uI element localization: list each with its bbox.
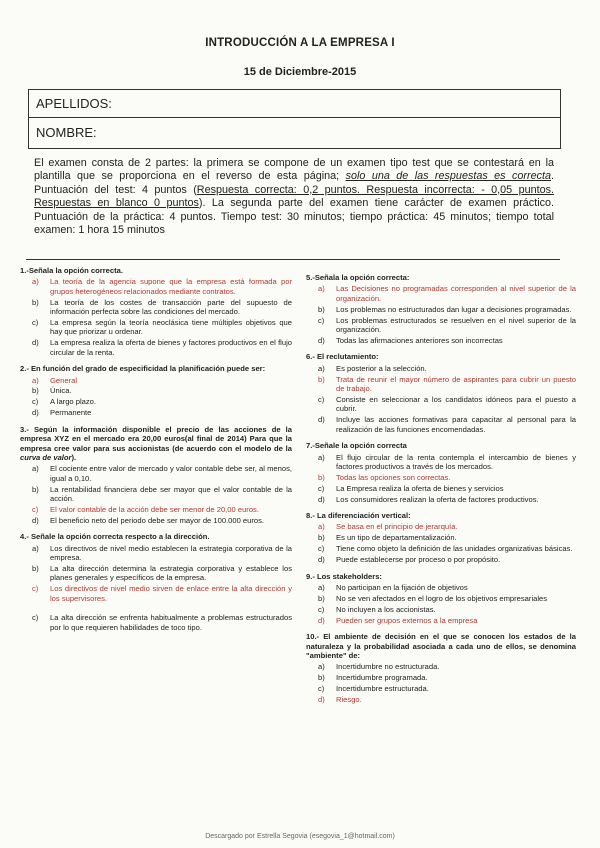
question-5 xyxy=(306,273,576,345)
option-item: d) Todas las afirmaciones anteriores son incorrectas xyxy=(318,335,503,345)
option-item: c) Tiene como objeto la definición de las unidades organizativas básicas. xyxy=(318,544,573,554)
question-header: 9.- Los stakeholders: xyxy=(306,571,382,581)
option-item: a) Se basa en el principio de jerarquía. xyxy=(318,522,458,532)
question-header: 2.- En función del grado de especificidad la planificación puede ser: xyxy=(20,364,266,374)
option-item: d) Pueden ser grupos externos a la empresa xyxy=(318,615,478,625)
question-4 xyxy=(20,532,292,632)
option-item: a) Las Decisiones no programadas corresponden al nivel superior de la organización. xyxy=(318,284,576,303)
option-item: b) Todas las opciones son correctas. xyxy=(318,472,451,482)
question-3 xyxy=(20,425,292,526)
exam-title: INTRODUCCIÓN A LA EMPRESA I xyxy=(205,37,395,49)
option-item: a) General xyxy=(32,375,78,385)
option-item: c) La Empresa realiza la oferta de bienes y servicios xyxy=(318,483,504,493)
option-item: d) El beneficio neto del periodo debe ser mayor de 100.000 euros. xyxy=(32,515,265,525)
option-item: d) Incluye las acciones formativas para capacitar al personal para la realización de las funciones encomendadas. xyxy=(318,415,576,434)
questions-right-column xyxy=(306,273,576,711)
option-item: a) Incertidumbre no estructurada. xyxy=(318,662,440,672)
question-header: 5.-Señala la opción correcta: xyxy=(306,273,410,282)
questions-left-column xyxy=(20,266,292,639)
option-item: b) La rentabilidad financiera debe ser mayor que el valor contable de la acción. xyxy=(32,484,292,504)
question-9 xyxy=(306,572,576,626)
section-divider xyxy=(26,259,560,260)
scoring-rules: Respuesta correcta: 0,2 puntos. Respuesta incorrecta: - 0,05 puntos. Respuestas en blanco 0 puntos xyxy=(34,183,554,210)
option-item: a) No participan en la fijación de objetivos xyxy=(318,582,468,592)
question-header: 1.-Señala la opción correcta. xyxy=(20,266,123,275)
option-item: d) Los consumidores realizan la oferta de factores productivos. xyxy=(318,494,539,504)
question-header: 3.- Según la información disponible el precio de las acciones de la empresa XYZ en el mercado era 20,00 euros(al final de 2014) Para que la empresa cree valor para sus accionistas (de acuerdo con el modelo de la curva de valor). xyxy=(20,424,292,462)
option-item: d) La empresa realiza la oferta de bienes y factores productivos en el flujo circular de la renta. xyxy=(32,338,292,357)
option-item: b) Trata de reunir el mayor número de aspirantes para cubrir un puesto de trabajo. xyxy=(318,374,576,394)
nombre-label: NOMBRE: xyxy=(36,125,97,140)
question-header: 8.- La diferenciación vertical: xyxy=(306,511,411,521)
option-item: c) Incertidumbre estructurada. xyxy=(318,684,429,694)
exam-date: 15 de Diciembre-2015 xyxy=(243,66,357,78)
question-1 xyxy=(20,266,292,357)
option-item: c) Consiste en seleccionar a los candidatos idóneos para el puesto a cubrir. xyxy=(318,394,576,414)
option-item: d) Puede establecerse por proceso o por propósito. xyxy=(318,555,501,565)
option-item: d) Permanente xyxy=(32,408,92,418)
exam-instructions: El examen consta de 2 partes: la primera se compone de un examen tipo test que se contestará en la plantilla que se proporciona en el reverso de esta página; solo una de las respuestas es correcta. Puntuación del test: 4 puntos (Respuesta correcta: 0,2 puntos. Respuesta incorrecta: - 0,05 puntos. Respuestas en blanco 0 puntos). La segunda parte del examen tiene carácter de examen práctico. Puntuación de la práctica: 4 puntos. Tiempo test: 30 minutos; tiempo práctica: 45 minutos; tiempo total examen: 1 hora 15 minutos xyxy=(34,157,555,237)
instructions-emphasis: solo una de las respuestas es correcta xyxy=(345,170,552,183)
nombre-field[interactable] xyxy=(29,119,560,147)
question-header: 10.- El ambiente de decisión en el que se conocen los estados de la naturaleza y la probabilidad asociada a cada uno de ellos, se denomina "ambiente" de: xyxy=(306,632,576,660)
question-header: 4.- Señale la opción correcta respecto a la dirección. xyxy=(20,532,210,542)
question-2 xyxy=(20,364,292,418)
option-item: c) Los problemas estructurados se resuelven en el nivel superior de la organización. xyxy=(318,315,576,335)
option-item: b) La alta dirección determina la estrategia corporativa y establece los planes generales y específicos de la empresa. xyxy=(32,563,292,583)
option-item: a) La teoría de la agencia supone que la empresa está formada por grupos heterogéneos relacionados mediante contratos. xyxy=(32,277,292,296)
question-header: 7.-Señale la opción correcta xyxy=(306,441,407,451)
question-header: 6.- El reclutamiento: xyxy=(306,352,379,362)
option-item: c) A largo plazo. xyxy=(32,397,97,407)
option-item: c) La empresa según la teoría neoclásica tiene múltiples objetivos que hay que priorizar u ordenar. xyxy=(32,318,292,337)
option-item: c) No incluyen a los accionistas. xyxy=(318,604,436,614)
question-7 xyxy=(306,441,576,504)
option-item: b) Los problemas no estructurados dan lugar a decisiones programadas. xyxy=(318,304,572,314)
option-item: c) Los directivos de nivel medio sirven de enlace entre la alta dirección y los supervisores. xyxy=(32,584,292,603)
question-6 xyxy=(306,352,576,434)
option-item: a) Los directivos de nivel medio establecen la estrategia corporativa de la empresa. xyxy=(32,543,292,563)
apellidos-field[interactable] xyxy=(29,90,560,118)
option-item: c) La alta dirección se enfrenta habitualmente a problemas estructurados por lo que requieren habilidades de toco tipo. xyxy=(32,613,292,632)
question-10 xyxy=(306,632,576,704)
option-item: b) Es un tipo de departamentalización. xyxy=(318,533,457,543)
option-item: d) Riesgo. xyxy=(318,695,362,705)
option-item: b) No se ven afectados en el logro de los objetivos empresariales xyxy=(318,593,548,603)
option-item: a) El cociente entre valor de mercado y valor contable debe ser, al menos, igual a 0,10. xyxy=(32,464,292,483)
option-item: c) El valor contable de la acción debe ser menor de 20,00 euros. xyxy=(32,504,259,514)
apellidos-label: APELLIDOS: xyxy=(36,96,112,111)
student-id-box xyxy=(28,89,561,149)
option-item: b) Incertidumbre programada. xyxy=(318,673,428,683)
option-item: a) Es posterior a la selección. xyxy=(318,363,427,373)
download-footer: Descargado por Estrella Segovia (esegovia_1@hotmail.com) xyxy=(205,833,395,840)
question-8 xyxy=(306,511,576,565)
option-item: b) La teoría de los costes de transacción parte del supuesto de información perfecta sobre las condiciones del mercado. xyxy=(32,297,292,317)
option-item: a) El flujo circular de la renta contempla el intercambio de bienes y factores productivos a través de los mercados. xyxy=(318,452,576,471)
option-item: b) Única. xyxy=(32,386,72,396)
